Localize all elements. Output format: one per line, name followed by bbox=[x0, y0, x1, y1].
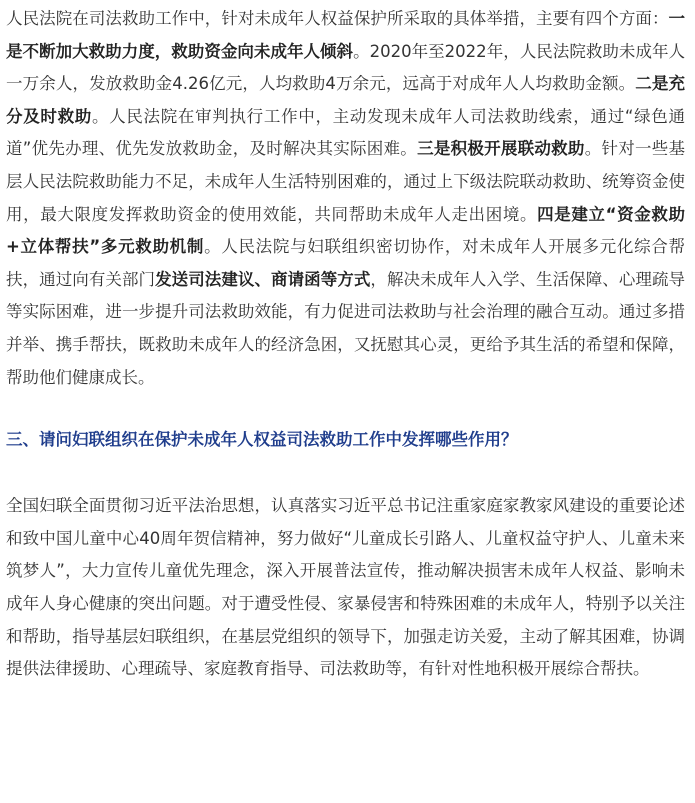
body-text: 。针对一些基层人民法院救助能力不足，未成年人生活特别困难的，通过上下级法院联动救助、统筹资金使用，最大限度发挥救助资金的使用效能，共同帮助未成年人走出困境。 bbox=[6, 139, 685, 224]
emphasis-text: 三是积极开展联动救助 bbox=[417, 139, 585, 159]
body-text: 人民法院在司法救助工作中，针对未成年人权益保护所采取的具体举措，主要有四个方面： bbox=[6, 9, 669, 28]
emphasis-text: 二是充分及时救助 bbox=[6, 74, 685, 126]
emphasis-text: 一是不断加大救助力度，救助资金向未成年人倾斜 bbox=[6, 9, 685, 61]
body-text: 。人民法院在审判执行工作中，主动发现未成年人司法救助线索，通过“绿色通道”优先办理、优先发放救助金，及时解决其实际困难。 bbox=[6, 106, 686, 159]
answer-paragraph-2: 全国妇联全面贯彻习近平法治思想，认真落实习近平总书记注重家庭家教家风建设的重要论述和致中国儿童中心40周年贺信精神，努力做好“儿童成长引路人、儿童权益守护人、儿童未来筑梦人”，大力宣传儿童优先理念，深入开展普法宣传，推动解决损害未成年人权益、影响未成年人身心健康的突出问题。对于遭受性侵、家暴侵害和特殊困难的未成年人，特别予以关注和帮助，指导基层妇联组织，在基层党组织的领导下，加强走访关爱，主动了解其困难，协调提供法律援助、心理疏导、家庭教育指导、司法救助等，有针对性地积极开展综合帮扶。 bbox=[6, 496, 685, 679]
body-text: ，解决未成年人入学、生活保障、心理疏导等实际困难，进一步提升司法救助效能，有力促进司法救助与社会治理的融合互动。通过多措并举、携手帮扶，既救助未成年人的经济急困，又抚慰其心灵，更给予其生活的希望和保障，帮助他们健康成长。 bbox=[6, 269, 685, 387]
body-text: 。人民法院与妇联组织密切协作，对未成年人开展多元化综合帮扶，通过向有关部门 bbox=[6, 237, 685, 289]
body-text: 。2020年至2022年，人民法院救助未成年人一万余人，发放救助金4.26亿元，人均救助4万余元，远高于对成年人人均救助金额。 bbox=[6, 41, 686, 94]
article-body bbox=[0, 3, 695, 686]
question-heading: 三、请问妇联组织在保护未成年人权益司法救助工作中发挥哪些作用？ bbox=[6, 430, 518, 450]
emphasis-text: 四是建立“资金救助+立体帮扶”多元救助机制 bbox=[6, 204, 685, 257]
emphasis-text: 发送司法建议、商请函等方式 bbox=[155, 269, 371, 289]
answer-paragraph bbox=[6, 3, 685, 394]
